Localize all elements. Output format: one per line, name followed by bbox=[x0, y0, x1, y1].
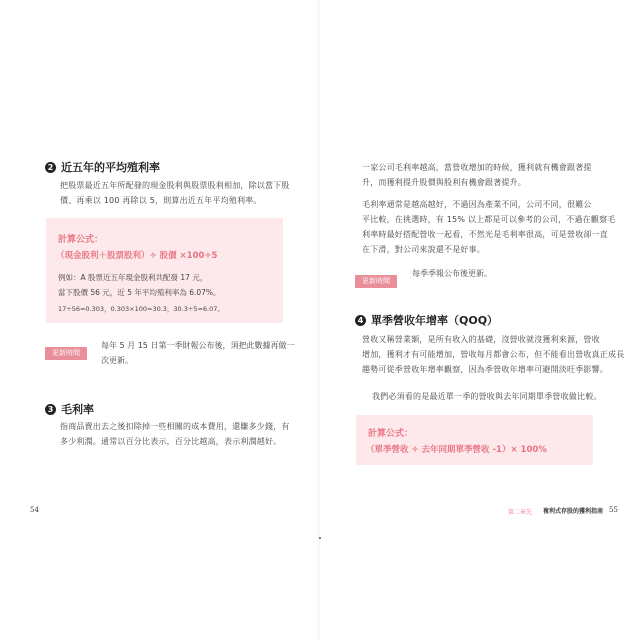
section-title: 近五年的平均殖利率 bbox=[61, 161, 160, 174]
section-4-paragraph bbox=[362, 332, 625, 377]
paragraph-line: 營收又稱營業額，是所有收入的基礎，沒營收就沒獲利來源，營收 bbox=[362, 335, 600, 344]
intro-paragraph bbox=[362, 160, 622, 190]
example-line: 例如：A 股票近五年現金股利共配發 17 元， bbox=[58, 273, 208, 282]
paragraph-line: 多少利潤。通常以百分比表示，百分比越高，表示利潤越好。 bbox=[60, 437, 282, 446]
example-line: 當下股價 56 元，近 5 年平均殖利率為 6.07%。 bbox=[58, 288, 221, 297]
section-number-badge: 2 bbox=[45, 162, 56, 173]
update-tag-label: 更新時間 bbox=[45, 347, 87, 360]
paragraph-line: 一家公司毛利率越高，當營收增加的時候，獲利就有機會跟著提 bbox=[362, 163, 592, 172]
formula-box bbox=[46, 218, 283, 323]
paragraph-line: 我們必須看的是最近單一季的營收與去年同期單季營收做比較。 bbox=[372, 392, 602, 401]
paragraph-line: 平比較，在挑選時，有 15% 以上都是可以參考的公司，不過在觀察毛 bbox=[362, 215, 616, 224]
formula-text: （單季營收 ÷ 去年同期單季營收 -1）× 100% bbox=[366, 445, 547, 455]
book-title: 複利式存股的獲利指南 bbox=[543, 508, 604, 515]
paragraph-line: 升，而獲利提升股價與股利有機會跟著提升。 bbox=[362, 178, 526, 187]
section-2-heading bbox=[45, 159, 160, 175]
section-title: 單季營收年增率（QOQ） bbox=[371, 314, 499, 327]
paragraph-line: 毛利率通常是越高越好，不過因為產業不同，公司不同，很難公 bbox=[362, 200, 592, 209]
update-text-line: 每年 5 月 15 日第一季財報公布後，須把此數據再做一 bbox=[101, 341, 295, 350]
section-3-paragraph bbox=[60, 419, 300, 449]
section-number-badge: 4 bbox=[355, 315, 366, 326]
registration-dot bbox=[319, 537, 321, 539]
update-tag bbox=[45, 340, 87, 360]
paragraph-line: 利率時最好搭配營收一起看，不然光是毛利率很高，可是營收卻一直 bbox=[362, 230, 608, 239]
paragraph-line: 增加，獲利才有可能增加，營收每月都會公布，但不能看出營收真正成長 bbox=[362, 350, 625, 359]
update-tag-label: 更新時間 bbox=[355, 275, 397, 288]
paragraph-line: 指商品賣出去之後扣除掉一些相關的成本費用，還賺多少錢，有 bbox=[60, 422, 290, 431]
paragraph-line: 價、再乘以 100 再除以 5，則算出近五年平均殖利率。 bbox=[60, 196, 262, 205]
update-text bbox=[101, 338, 294, 368]
update-text-line: 次更新。 bbox=[101, 356, 133, 365]
chapter-label: 第二章先 bbox=[508, 509, 533, 516]
section-number-badge: 3 bbox=[45, 404, 56, 415]
section-2-paragraph bbox=[60, 178, 300, 208]
formula-text: （現金股利＋股票股利）÷ 股價 ×100÷5 bbox=[56, 251, 218, 261]
paragraph-line: 趨勢可從季營收年增率觀察，因為季營收年增率可避開淡旺季影響。 bbox=[362, 365, 608, 374]
paragraph-line: 在下滑，對公司來說還不是好事。 bbox=[362, 245, 485, 254]
page-number: 55 bbox=[609, 506, 618, 514]
update-tag bbox=[355, 268, 397, 288]
page-number: 54 bbox=[30, 506, 39, 514]
section-title: 毛利率 bbox=[61, 403, 94, 416]
second-paragraph bbox=[362, 197, 622, 257]
paragraph-line: 把股票最近五年所配發的現金股利與股票股利相加，除以當下股 bbox=[60, 181, 290, 190]
section-4-paragraph-2 bbox=[372, 389, 622, 404]
formula-title: 計算公式： bbox=[368, 429, 414, 439]
section-4-heading bbox=[355, 312, 498, 328]
right-page bbox=[320, 0, 640, 640]
example-calculation: 17÷56=0.303，0.303×100=30.3，30.3÷5=6.07。 bbox=[58, 305, 224, 313]
update-text: 每季季報公布後更新。 bbox=[412, 269, 492, 278]
formula-title: 計算公式： bbox=[58, 235, 104, 245]
formula-box bbox=[356, 415, 593, 465]
section-3-heading bbox=[45, 401, 94, 417]
